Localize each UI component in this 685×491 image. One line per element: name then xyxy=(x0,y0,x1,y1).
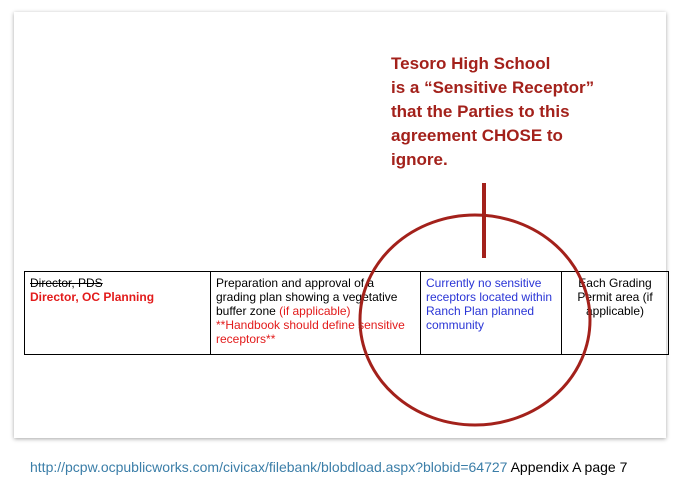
callout-line: is a “Sensitive Receptor” xyxy=(391,78,595,97)
source-footer xyxy=(30,459,627,475)
callout-line: that the Parties to this xyxy=(391,102,570,121)
callout-line: Tesoro High School xyxy=(391,54,551,73)
action-text: Preparation and approval of a grading plan showing a vegetative buffer zone xyxy=(216,276,398,318)
responsible-party-cell xyxy=(25,272,211,355)
callout-line: ignore. xyxy=(391,150,448,169)
action-note: (if applicable) **Handbook should define sensitive receptors** xyxy=(216,304,405,346)
source-page-label: Appendix A page 7 xyxy=(507,459,628,475)
callout-line: agreement CHOSE to xyxy=(391,126,563,145)
mitigation-table xyxy=(24,271,669,355)
source-link[interactable]: http://pcpw.ocpublicworks.com/civicax/filebank/blobdload.aspx?blobid=64727 xyxy=(30,459,508,475)
responsible-party-old: Director, PDS xyxy=(30,276,103,290)
table-row xyxy=(25,272,669,355)
status-cell: Currently no sensitive receptors located within Ranch Plan planned community xyxy=(421,272,562,355)
timing-cell: Each Grading Permit area (if applicable) xyxy=(562,272,669,355)
callout-text xyxy=(391,52,594,172)
responsible-party-new: Director, OC Planning xyxy=(30,290,155,304)
action-cell xyxy=(211,272,421,355)
